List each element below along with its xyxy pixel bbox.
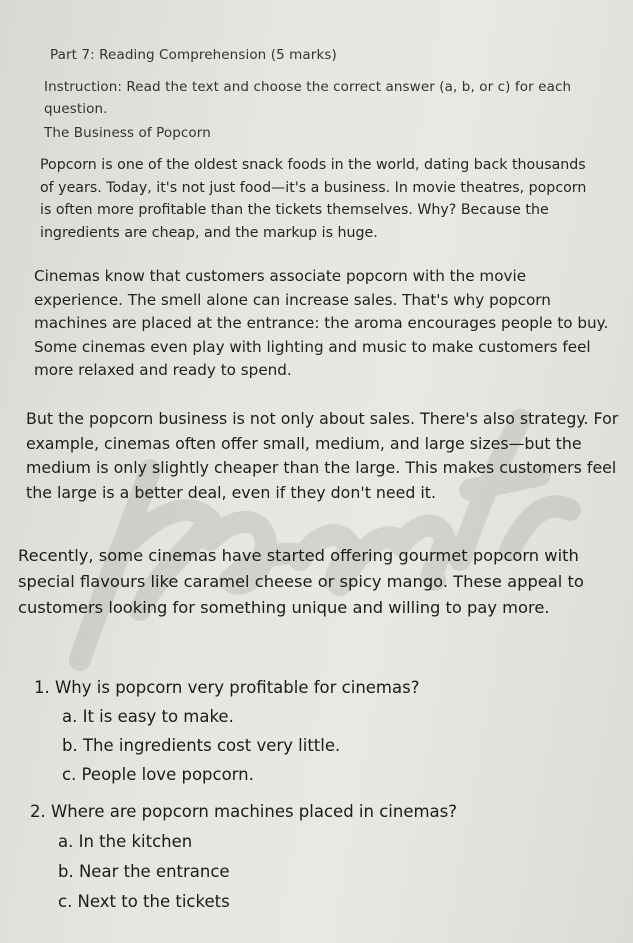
question-1-option-b[interactable]: b. The ingredients cost very little.: [62, 736, 341, 755]
part-title: Part 7: Reading Comprehension (5 marks): [50, 47, 337, 63]
passage-title: The Business of Popcorn: [44, 125, 211, 141]
question-2-option-b[interactable]: b. Near the entrance: [58, 862, 230, 881]
passage-paragraph-2: Cinemas know that customers associate popcorn with the movie experience. The smell alone can increase sales. That's why popcorn machines are placed at the entrance: the aroma encourages people to buy. Some cinemas even play with lighting and music to make customers feel more relaxed and ready to spend.: [34, 267, 609, 380]
question-1-option-c[interactable]: c. People love popcorn.: [62, 765, 254, 784]
question-2: 2. Where are popcorn machines placed in cinemas?: [30, 802, 458, 821]
instruction-text: Instruction: Read the text and choose the correct answer (a, b, or c) for each question.: [44, 79, 572, 117]
passage-paragraph-1: Popcorn is one of the oldest snack foods in the world, dating back thousands of years. Today, it's not just food—it's a business. In movie theatres, popcorn is often more profitable than the tickets themselves. Why? Because the ingredients are cheap, and the markup is huge.: [40, 157, 587, 241]
question-1: 1. Why is popcorn very profitable for cinemas?: [34, 678, 420, 697]
question-2-option-a[interactable]: a. In the kitchen: [58, 832, 193, 851]
passage-paragraph-4: Recently, some cinemas have started offering gourmet popcorn with special flavours like caramel cheese or spicy mango. These appeal to customers looking for something unique and willing to pay more.: [18, 546, 584, 617]
passage-paragraph-3: But the popcorn business is not only about sales. There's also strategy. For example, cinemas often offer small, medium, and large sizes—but the medium is only slightly cheaper than the large. This makes customers feel the large is a better deal, even if they don't need it.: [26, 409, 619, 502]
question-2-option-c[interactable]: c. Next to the tickets: [58, 892, 230, 911]
question-1-option-a[interactable]: a. It is easy to make.: [62, 707, 234, 726]
